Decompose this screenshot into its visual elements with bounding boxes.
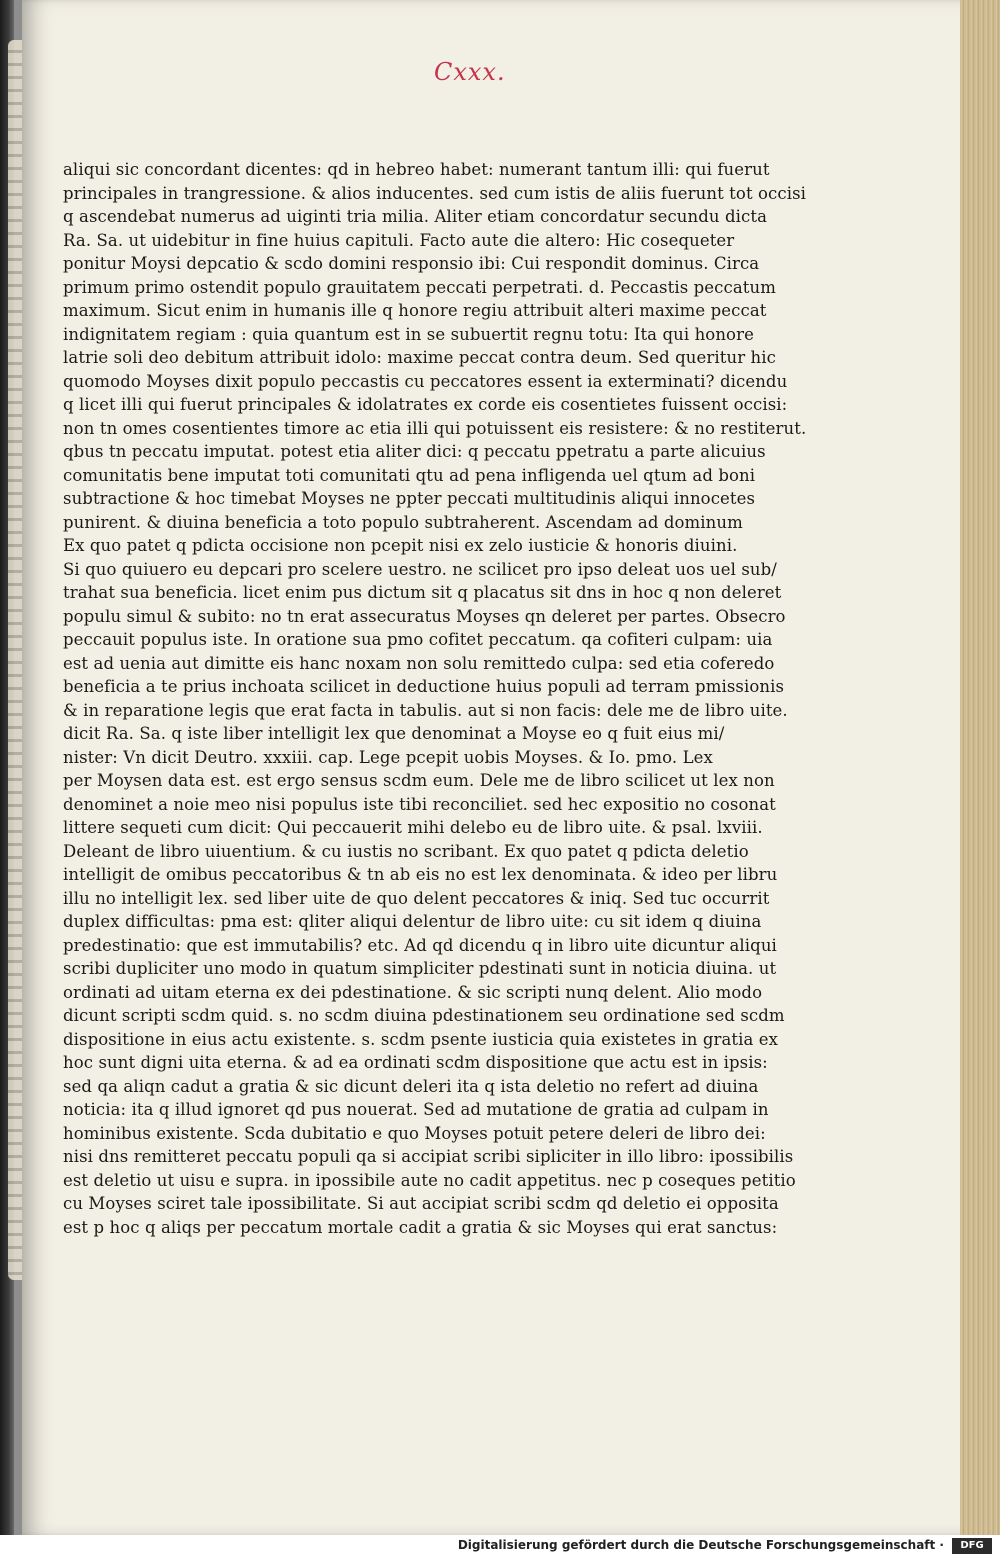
text-line: illu no intelligit lex. sed liber uite de quo delent peccatores & iniq. Sed tuc occurrit [63,888,770,908]
text-line: nister: Vn dicit Deutro. xxxiii. cap. Lege pcepit uobis Moyses. & Io. pmo. Lex [63,747,713,767]
book-page [22,0,970,1535]
text-line: quomodo Moyses dixit populo peccastis cu peccatores essent ia exterminati? dicendu [63,371,788,391]
funding-credit: Digitalisierung gefördert durch die Deutsche Forschungsgemeinschaft · [457,1538,944,1552]
text-line: hominibus existente. Scda dubitatio e quo Moyses potuit petere deleri de libro dei: [63,1123,766,1143]
text-block [63,158,807,1239]
text-line: cu Moyses sciret tale ipossibilitate. Si aut accipiat scribi scdm qd deletio ei opposita [63,1194,779,1213]
folio-number: Cxxx. [434,58,506,86]
footer-bar [0,1535,1000,1557]
text-line: denominet a noie meo nisi populus iste tibi reconciliet. sed hec expositio no cosonat [63,794,776,814]
text-line: dicit Ra. Sa. q iste liber intelligit lex que denominat a Moyse eo q fuit eius mi/ [63,724,725,743]
text-line: ponitur Moysi depcatio & scdo domini responsio ibi: Cui respondit dominus. Circa [63,254,760,273]
text-line: ordinati ad uitam eterna ex dei pdestinatione. & sic scripti nunq delent. Alio modo [63,982,763,1002]
text-line: duplex difficultas: pma est: qliter aliqui delentur de libro uite: cu sit idem q diuina [63,912,762,931]
text-line: beneficia a te prius inchoata scilicet in deductione huius populi ad terram pmissionis [63,677,785,696]
text-line: hoc sunt digni uita eterna. & ad ea ordinati scdm dispositione que actu est in ipsis: [63,1053,768,1072]
text-line: Ex quo patet q pdicta occisione non pcepit nisi ex zelo iusticie & honoris diuini. [63,536,738,555]
text-line: per Moysen data est. est ergo sensus scdm eum. Dele me de libro scilicet ut lex non [63,771,775,790]
text-line: subtractione & hoc timebat Moyses ne ppter peccati multitudinis aliqui innocetes [63,489,756,508]
text-line: latrie soli deo debitum attribuit idolo: maxime peccat contra deum. Sed queritur hic [63,348,776,367]
text-line: trahat sua beneficia. licet enim pus dictum sit q placatus sit dns in hoc q non deleret [63,583,782,602]
text-line: qbus tn peccatu imputat. potest etia aliter dici: q peccatu ppetratu a parte alicuius [63,442,766,461]
text-line: q licet illi qui fuerut principales & idolatrates ex corde eis cosentietes fuissent occisi: [63,395,788,414]
text-line: intelligit de omibus peccatoribus & tn ab eis no est lex denominata. & ideo per libru [63,865,778,884]
text-line: & in reparatione legis que erat facta in tabulis. aut si non facis: dele me de libro uite. [63,700,788,720]
text-line: maximum. Sicut enim in humanis ille q honore regiu attribuit alteri maxime peccat [63,301,767,320]
text-line: non tn omes cosentientes timore ac etia illi qui potuissent eis resistere: & no restiterut. [63,418,807,438]
text-line: est deletio ut uisu e supra. in ipossibile aute no cadit appetitus. nec p coseques petitio [63,1170,796,1190]
dfg-logo-icon: DFG [952,1538,992,1554]
text-line: principales in trangressione. & alios inducentes. sed cum istis de aliis fuerunt tot occisi [63,183,807,203]
text-line: comunitatis bene imputat toti comunitati qtu ad pena infligenda uel qtum ad boni [63,465,756,485]
text-line: dicunt scripti scdm quid. s. no scdm diuina pdestinationem seu ordinatione sed scdm [63,1006,785,1025]
text-line: aliqui sic concordant dicentes: qd in hebreo habet: numerant tantum illi: qui fuerut [63,160,770,179]
text-line: noticia: ita q illud ignoret qd pus nouerat. Sed ad mutatione de gratia ad culpam in [63,1100,769,1119]
text-line: Si quo quiuero eu depcari pro scelere uestro. ne scilicet pro ipso deleat uos uel sub/ [63,559,777,579]
text-line: sed qa aliqn cadut a gratia & sic dicunt deleri ita q ista deletio no refert ad diuina [63,1076,759,1096]
text-line: est ad uenia aut dimitte eis hanc noxam non solu remittedo culpa: sed etia coferedo [63,653,775,673]
text-line: indignitatem regiam : quia quantum est in se subuertit regnu totu: Ita qui honore [63,324,754,344]
text-line: scribi dupliciter uno modo in quatum simpliciter pdestinati sunt in noticia diuina. ut [63,959,777,978]
text-line: primum primo ostendit populo grauitatem peccati perpetrati. d. Peccastis peccatum [63,277,776,297]
text-line: Ra. Sa. ut uidebitur in fine huius capituli. Facto aute die altero: Hic cosequeter [63,230,735,250]
text-line: q ascendebat numerus ad uiginti tria milia. Aliter etiam concordatur secundu dicta [63,207,768,226]
text-line: populu simul & subito: no tn erat assecuratus Moyses qn deleret per partes. Obsecro [63,606,786,626]
text-line: littere sequeti cum dicit: Qui peccauerit mihi delebo eu de libro uite. & psal. lxviii. [63,818,763,837]
text-line: nisi dns remitteret peccatu populi qa si accipiat scribi sipliciter in illo libro: ipossibilis [63,1147,794,1166]
text-line: predestinatio: que est immutabilis? etc. Ad qd dicendu q in libro uite dicuntur aliqui [63,935,777,955]
text-line: est p hoc q aliqs per peccatum mortale cadit a gratia & sic Moyses qui erat sanctus: [63,1217,778,1237]
page-fore-edge [960,0,1000,1535]
text-line: peccauit populus iste. In oratione sua pmo cofitet peccatum. qa cofiteri culpam: uia [63,630,773,649]
text-line: Deleant de libro uiuentium. & cu iustis no scribant. Ex quo patet q pdicta deletio [63,841,749,861]
text-line: punirent. & diuina beneficia a toto populo subtraherent. Ascendam ad dominum [63,512,743,532]
text-line: dispositione in eius actu existente. s. scdm psente iusticia quia existetes in gratia ex [63,1029,779,1049]
